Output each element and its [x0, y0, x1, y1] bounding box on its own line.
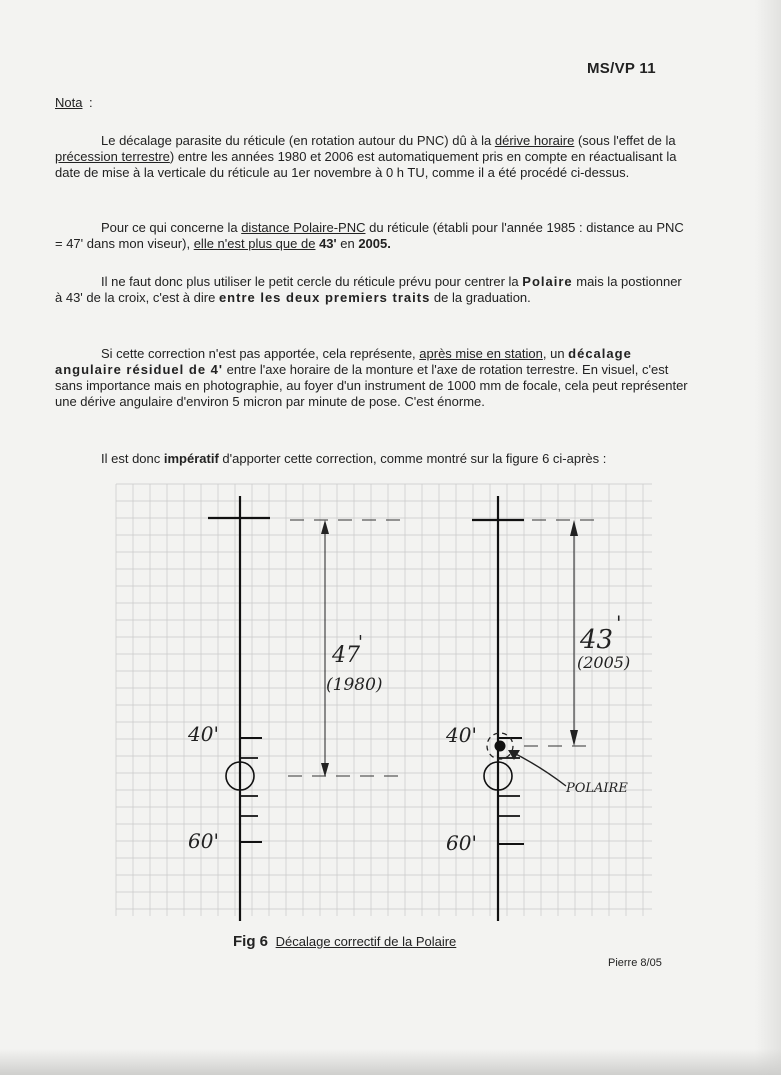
p1-text-2: (sous l'effet de la: [574, 133, 676, 148]
left-label-60: 60': [188, 829, 219, 853]
author-signature: Pierre 8/05: [608, 957, 662, 969]
nota-colon: :: [89, 95, 93, 110]
right-distance-prime: ': [616, 611, 622, 635]
p3-bold-2: entre les deux premiers traits: [218, 290, 431, 305]
polaris-star: [495, 741, 506, 752]
paragraph-3: [55, 274, 688, 306]
figure-caption-label: Fig 6: [233, 933, 269, 950]
scan-edge-shadow-right: [755, 0, 781, 1075]
figure-6-drawing: [100, 476, 670, 931]
scan-edge-shadow-bottom: [0, 1049, 781, 1075]
p3-text-3: de la graduation.: [430, 290, 531, 305]
right-arrowhead-up: [570, 520, 578, 536]
p4-bold-1: décalage angulaire résiduel de 4': [55, 346, 632, 377]
paragraph-5: [55, 451, 688, 467]
right-arrowhead-down: [570, 730, 578, 746]
paragraph-1: [55, 133, 688, 181]
p2-text-2: du réticule (établi pour l'année 1985 : distance au PNC = 47' dans mon viseur),: [55, 220, 684, 251]
figure-6: [100, 476, 670, 931]
p1-text-3: ) entre les années 1980 et 2006 est automatiquement pris en compte en réactualisant la date de mise à la verticale du réticule au 1er novembre à 0 h TU, comme il a été procédé ci-dessus.: [55, 149, 677, 180]
figure-caption-text: Décalage correctif de la Polaire: [275, 934, 457, 949]
p4-text-2: , un: [542, 346, 569, 361]
p1-underline-2: précession terrestre: [55, 149, 170, 164]
p1-text-1: Le décalage parasite du réticule (en rotation autour du PNC) dû à la: [101, 133, 495, 148]
reticle-left: [187, 496, 400, 921]
paragraph-2: [55, 220, 688, 252]
left-distance-value: 47: [332, 643, 360, 668]
p5-text-2: d'apporter cette correction, comme montré sur la figure 6 ci-après :: [218, 451, 607, 466]
p2-underline-2: elle n'est plus que de: [193, 236, 316, 251]
p2-bold-1: 43': [319, 236, 337, 251]
right-distance-value: 43: [580, 625, 614, 655]
p3-bold-1: Polaire: [522, 274, 573, 289]
p4-text-1: Si cette correction n'est pas apportée, cela représente,: [101, 346, 420, 361]
right-label-40: 40': [446, 723, 477, 747]
polaris-label: POLAIRE: [566, 781, 628, 796]
right-label-60: 60': [446, 831, 477, 855]
figure-caption: [233, 933, 456, 950]
nota-heading: Nota: [55, 95, 83, 110]
p2-bold-2: 2005.: [358, 236, 391, 251]
p5-text-1: Il est donc: [101, 451, 164, 466]
p2-underline-1: distance Polaire-PNC: [241, 220, 366, 235]
paragraph-4: [55, 346, 688, 410]
left-arrowhead-down: [321, 763, 329, 777]
p1-underline-1: dérive horaire: [494, 133, 575, 148]
left-arrowhead-up: [321, 520, 329, 534]
p4-underline-1: après mise en station: [419, 346, 543, 361]
left-label-40: 40': [188, 722, 219, 746]
p4-text-3: entre l'axe horaire de la monture et l'axe de rotation terrestre. En visuel, c'est sans importance mais en photographie, au foyer d'un instrument de 1000 mm de focale, cela peut représenter une dérive angulaire d'environ 5 micron par minute de pose. C'est énorme.: [55, 362, 688, 409]
p2-text-3: en: [336, 236, 359, 251]
left-distance-prime: ': [358, 632, 363, 653]
page-reference: MS/VP 11: [587, 60, 656, 77]
p3-text-2: mais la postionner à 43' de la croix, c'est à dire: [55, 274, 682, 305]
p5-bold-1: impératif: [163, 451, 219, 466]
left-year-label: (1980): [326, 675, 383, 695]
p2-text-1: Pour ce qui concerne la: [101, 220, 242, 235]
p3-text-1: Il ne faut donc plus utiliser le petit cercle du réticule prévu pour centrer la: [101, 274, 523, 289]
right-year-label: (2005): [577, 653, 631, 672]
